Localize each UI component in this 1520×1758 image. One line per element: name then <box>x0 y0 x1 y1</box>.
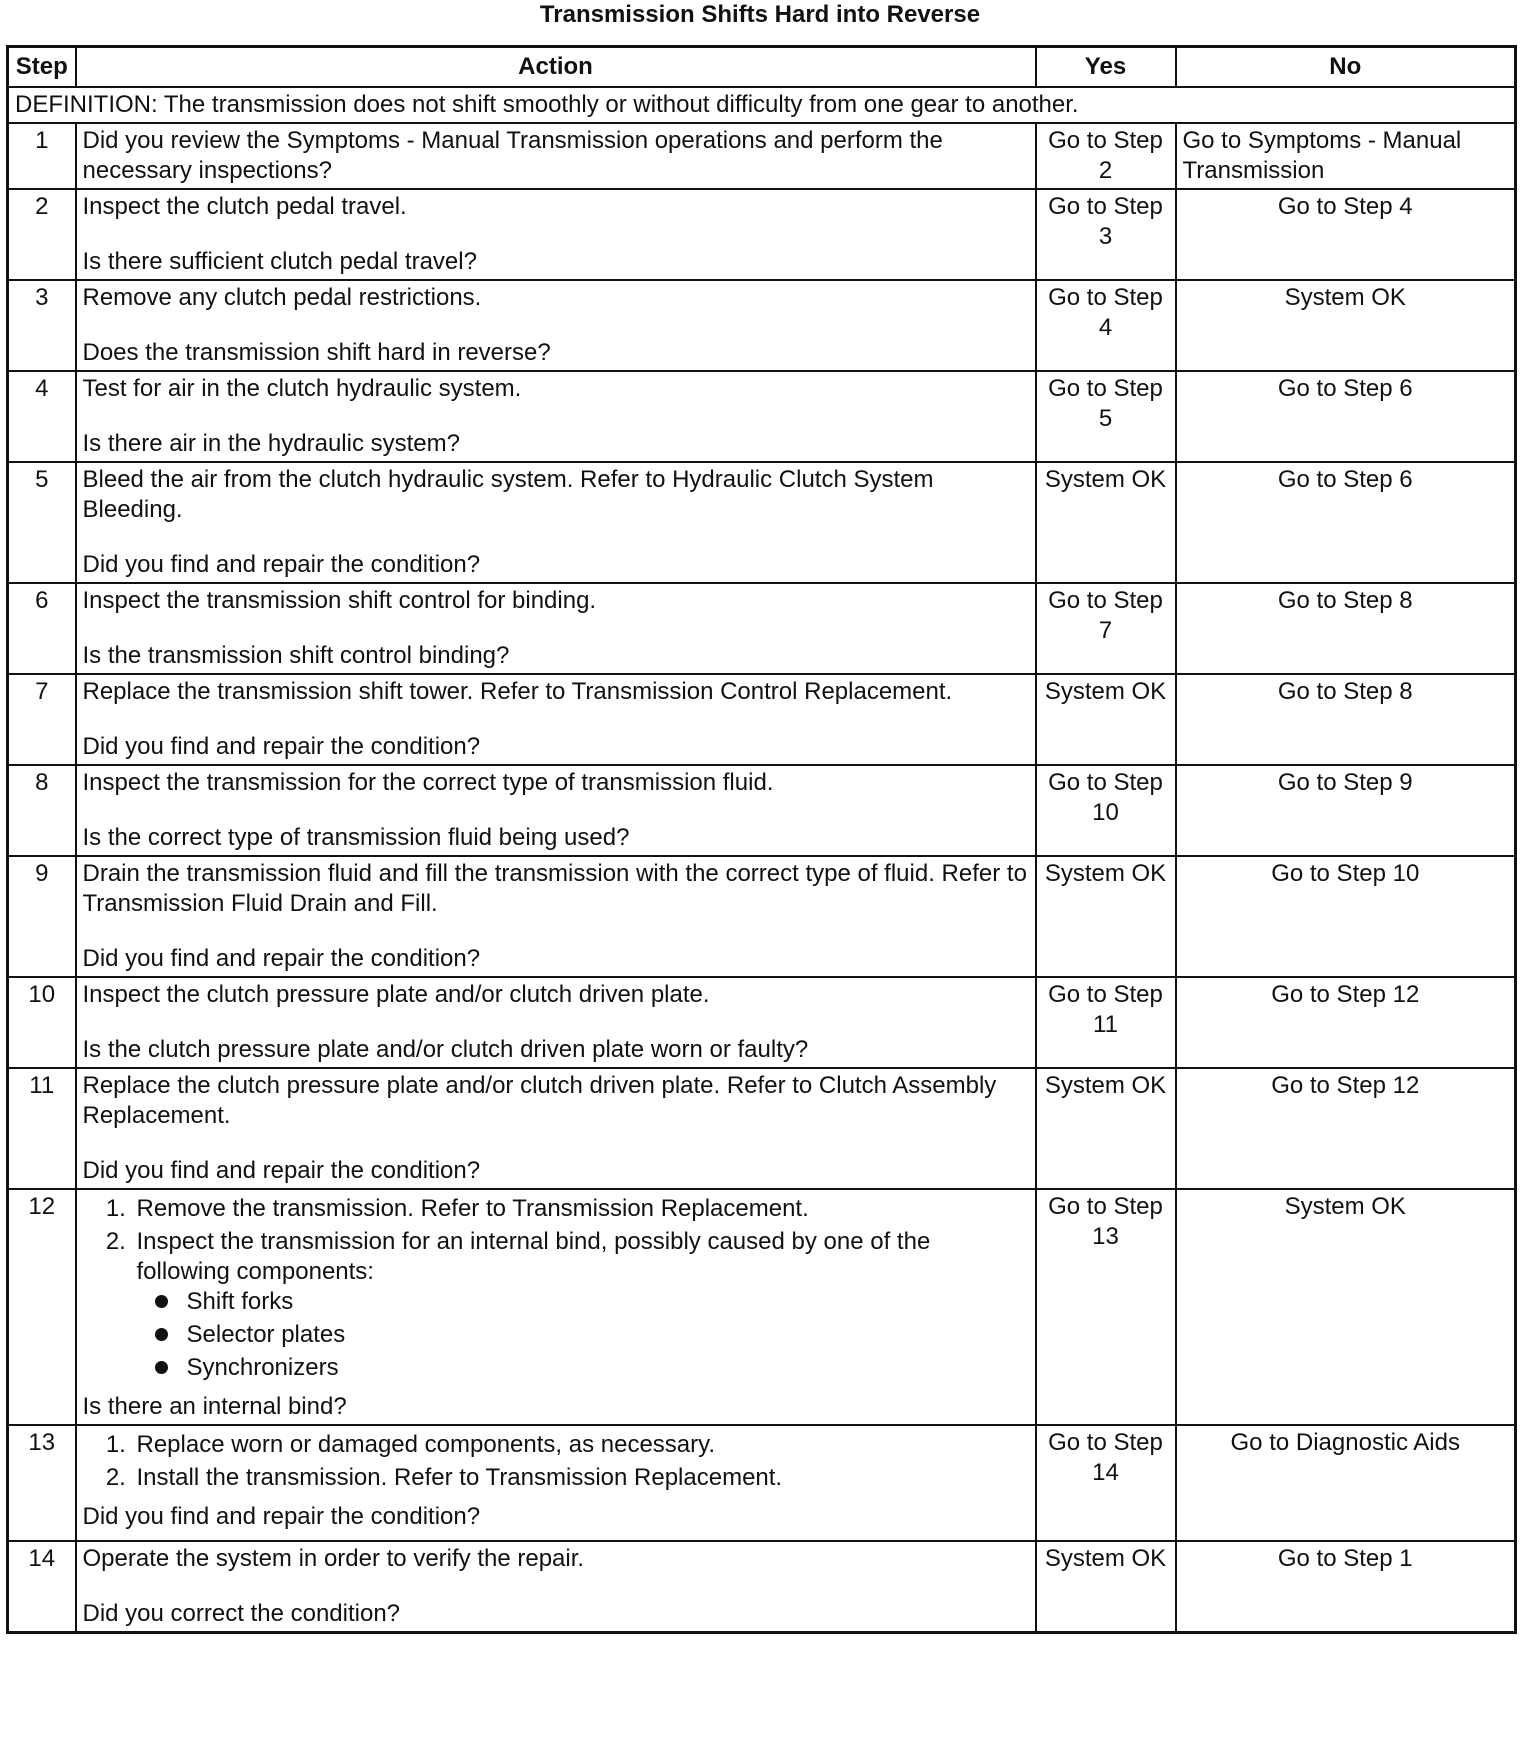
page-title: Transmission Shifts Hard into Reverse <box>539 1 981 28</box>
question-text: Did you find and repair the condition? <box>82 945 481 972</box>
yes-result: Go to Step 11 <box>1036 977 1176 1068</box>
action-cell <box>76 1541 1036 1633</box>
yes-result: Go to Step 3 <box>1036 189 1176 280</box>
no-result: System OK <box>1176 280 1516 371</box>
action-cell <box>76 1068 1036 1189</box>
table-row <box>8 371 1516 462</box>
table-row <box>8 1068 1516 1189</box>
yes-result: System OK <box>1036 856 1176 977</box>
bullet-item: Shift forks <box>187 1287 1029 1317</box>
action-cell <box>76 856 1036 977</box>
action-cell <box>76 765 1036 856</box>
step-number: 4 <box>8 371 76 462</box>
step-number: 14 <box>8 1541 76 1633</box>
yes-result: Go to Step 5 <box>1036 371 1176 462</box>
header-action: Action <box>76 47 1036 88</box>
action-text: Replace the transmission shift tower. Refer to Transmission Control Replacement. <box>82 678 953 705</box>
action-cell <box>76 189 1036 280</box>
question-text: Is there an internal bind? <box>82 1393 347 1420</box>
table-row <box>8 189 1516 280</box>
step-number: 12 <box>8 1189 76 1425</box>
no-result: Go to Step 8 <box>1176 583 1516 674</box>
no-result: Go to Step 1 <box>1176 1541 1516 1633</box>
procedure-list <box>83 1430 1029 1493</box>
question-text: Is the correct type of transmission fluid being used? <box>82 824 630 851</box>
step-number: 3 <box>8 280 76 371</box>
bullet-item: Synchronizers <box>187 1353 1029 1383</box>
question-text: Did you find and repair the condition? <box>82 551 481 578</box>
yes-result: Go to Step 13 <box>1036 1189 1176 1425</box>
yes-result: Go to Step 4 <box>1036 280 1176 371</box>
question-text: Did you correct the condition? <box>82 1600 401 1627</box>
table-row <box>8 765 1516 856</box>
yes-result: Go to Step 7 <box>1036 583 1176 674</box>
action-cell <box>76 280 1036 371</box>
step-number: 7 <box>8 674 76 765</box>
action-text: Inspect the transmission for the correct type of transmission fluid. <box>82 769 774 796</box>
question-text: Is there air in the hydraulic system? <box>82 430 460 457</box>
question-text: Is the clutch pressure plate and/or clutch driven plate worn or faulty? <box>82 1036 809 1063</box>
bullet-item: Selector plates <box>187 1320 1029 1350</box>
step-number: 8 <box>8 765 76 856</box>
header-row <box>8 47 1516 88</box>
table-row <box>8 280 1516 371</box>
question-text: Did you find and repair the condition? <box>82 1503 481 1530</box>
table-row <box>8 462 1516 583</box>
action-cell <box>76 462 1036 583</box>
action-text: Inspect the clutch pedal travel. <box>82 193 407 220</box>
no-result: Go to Symptoms - Manual Transmission <box>1176 123 1516 189</box>
action-text: Inspect the clutch pressure plate and/or clutch driven plate. <box>82 981 710 1008</box>
action-text: Did you review the Symptoms - Manual Transmission operations and perform the necessary inspections? <box>76 123 1036 189</box>
action-text: Inspect the transmission shift control for binding. <box>82 587 597 614</box>
action-text: Test for air in the clutch hydraulic system. <box>82 375 522 402</box>
diagnostic-table <box>6 45 1517 1634</box>
step-number: 6 <box>8 583 76 674</box>
list-item: 2. Install the transmission. Refer to Transmission Replacement. <box>133 1463 1029 1493</box>
no-result: Go to Step 9 <box>1176 765 1516 856</box>
yes-result: Go to Step 10 <box>1036 765 1176 856</box>
no-result: System OK <box>1176 1189 1516 1425</box>
table-row <box>8 674 1516 765</box>
no-result: Go to Step 12 <box>1176 1068 1516 1189</box>
action-text: Bleed the air from the clutch hydraulic system. Refer to Hydraulic Clutch System Bleeding. <box>82 466 934 523</box>
no-result: Go to Step 8 <box>1176 674 1516 765</box>
action-cell <box>76 674 1036 765</box>
definition-row <box>8 87 1516 123</box>
definition-text: DEFINITION: The transmission does not shift smoothly or without difficulty from one gear to another. <box>8 87 1516 123</box>
table-row <box>8 123 1516 189</box>
header-no: No <box>1176 47 1516 88</box>
question-text: Did you find and repair the condition? <box>82 733 481 760</box>
no-result: Go to Step 4 <box>1176 189 1516 280</box>
procedure-list <box>83 1194 1029 1383</box>
header-yes: Yes <box>1036 47 1176 88</box>
yes-result: System OK <box>1036 462 1176 583</box>
question-text: Is the transmission shift control binding? <box>82 642 510 669</box>
no-result: Go to Step 6 <box>1176 462 1516 583</box>
action-text: Operate the system in order to verify the repair. <box>82 1545 585 1572</box>
step-number: 5 <box>8 462 76 583</box>
table-row <box>8 977 1516 1068</box>
list-item: 1. Replace worn or damaged components, as necessary. <box>133 1430 1029 1460</box>
list-item: 1. Remove the transmission. Refer to Transmission Replacement. <box>133 1194 1029 1224</box>
no-result: Go to Step 10 <box>1176 856 1516 977</box>
yes-result: System OK <box>1036 674 1176 765</box>
step-number: 10 <box>8 977 76 1068</box>
action-cell <box>76 583 1036 674</box>
step-number: 13 <box>8 1425 76 1541</box>
action-text: Replace the clutch pressure plate and/or clutch driven plate. Refer to Clutch Assembly Replacement. <box>82 1072 997 1129</box>
table-row <box>8 1425 1516 1541</box>
action-text: Drain the transmission fluid and fill the transmission with the correct type of fluid. Refer to Transmission Fluid Drain and Fill. <box>82 860 1027 917</box>
table-row <box>8 1541 1516 1633</box>
action-cell <box>76 1189 1036 1425</box>
step-number: 2 <box>8 189 76 280</box>
question-text: Did you find and repair the condition? <box>82 1157 481 1184</box>
list-item <box>133 1227 1029 1383</box>
yes-result: Go to Step 2 <box>1036 123 1176 189</box>
list-item-text: Inspect the transmission for an internal bind, possibly caused by one of the following components: <box>136 1228 931 1285</box>
step-number: 9 <box>8 856 76 977</box>
step-number: 11 <box>8 1068 76 1189</box>
no-result: Go to Step 6 <box>1176 371 1516 462</box>
table-row <box>8 1189 1516 1425</box>
header-step: Step <box>8 47 76 88</box>
yes-result: System OK <box>1036 1541 1176 1633</box>
step-number: 1 <box>8 123 76 189</box>
action-cell <box>76 371 1036 462</box>
no-result: Go to Step 12 <box>1176 977 1516 1068</box>
table-row <box>8 583 1516 674</box>
action-cell <box>76 1425 1036 1541</box>
no-result: Go to Diagnostic Aids <box>1176 1425 1516 1541</box>
action-cell <box>76 977 1036 1068</box>
action-text: Remove any clutch pedal restrictions. <box>82 284 482 311</box>
yes-result: Go to Step 14 <box>1036 1425 1176 1541</box>
component-list <box>137 1287 1029 1383</box>
question-text: Does the transmission shift hard in reverse? <box>82 339 551 366</box>
table-row <box>8 856 1516 977</box>
yes-result: System OK <box>1036 1068 1176 1189</box>
question-text: Is there sufficient clutch pedal travel? <box>82 248 477 275</box>
